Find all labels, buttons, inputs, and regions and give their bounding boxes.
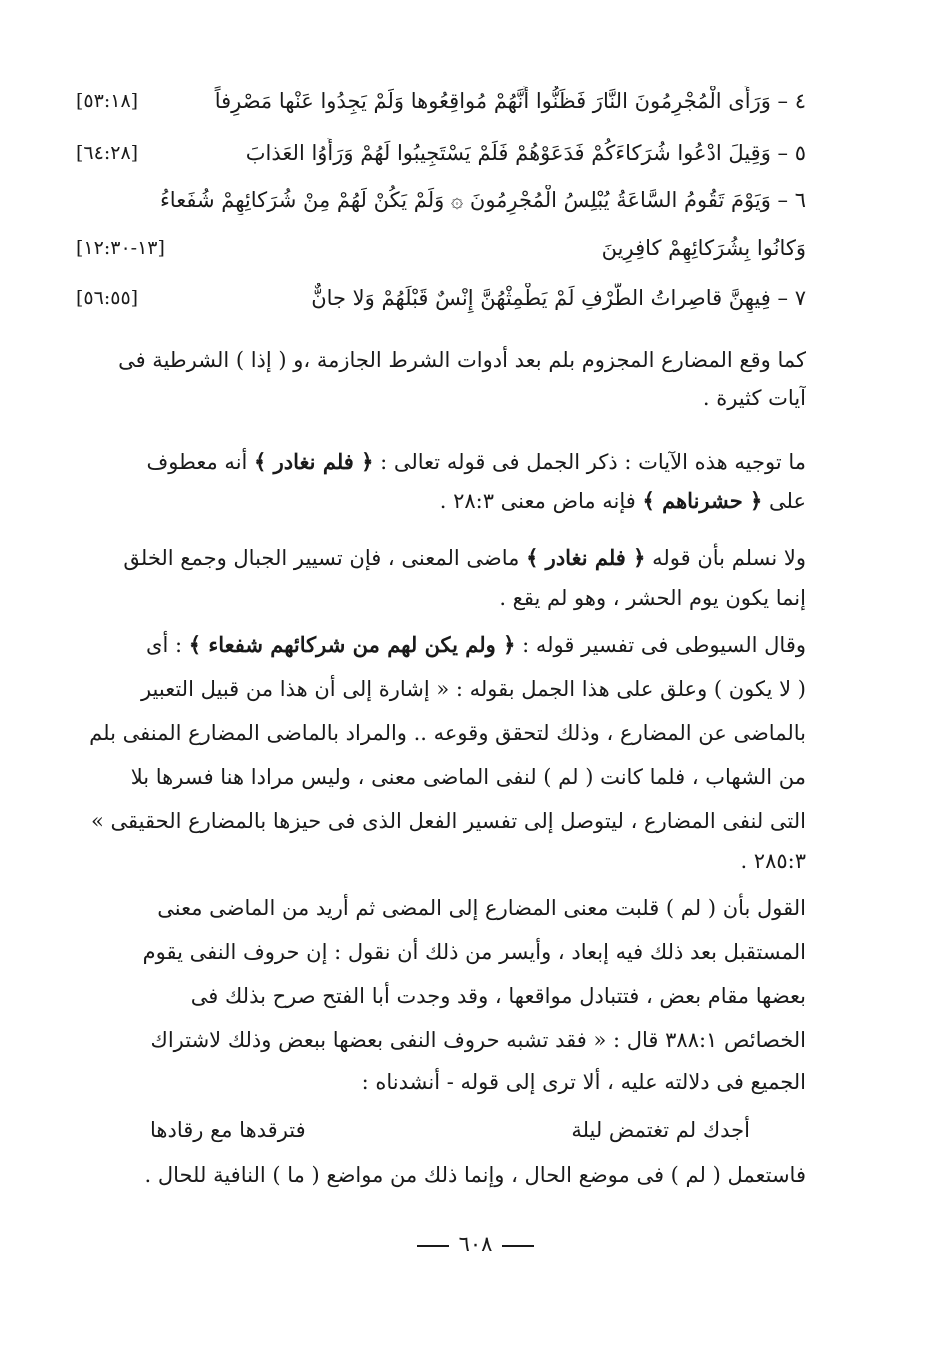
paragraph-line: ولا نسلم بأن قوله ﴿ فلم نغادر ﴾ ماضى المعنى ، فإن تسيير الجبال وجمع الخلق xyxy=(123,545,806,570)
verse-number: ٧ xyxy=(794,286,806,310)
verse-text: فِيهِنَّ قاصِراتُ الطَّرْفِ لَمْ يَطْمِثْهُنَّ إِنْسٌ قَبْلَهُمْ وَلا جانٌّ xyxy=(311,286,771,310)
verse-text: وَكانُوا بِشُرَكائِهِمْ كافِرِينَ xyxy=(601,236,806,260)
paragraph-line: القول بأن ( لم ) قلبت معنى المضارع إلى المضى ثم أريد من الماضى معنى xyxy=(157,896,806,920)
verse-number: ٥ xyxy=(794,141,806,165)
footer-dash xyxy=(417,1245,449,1247)
paragraph-line: بالماضى عن المضارع ، وذلك لتحقق وقوعه .. والمراد بالماضى المضارع المنفى بلم xyxy=(89,721,806,745)
paragraph-line: وقال السيوطى فى تفسير قوله : ﴿ ولم يكن لهم من شركائهم شفعاء ﴾ : أى xyxy=(146,632,806,657)
paragraph-line: كما وقع المضارع المجزوم بلم بعد أدوات الشرط الجازمة ،و ( إذا ) الشرطية فى xyxy=(118,348,806,372)
quoted-phrase: ﴿ حشرناهم ﴾ xyxy=(642,488,763,513)
poem-second-hemistich: فترقدها مع رقادها xyxy=(150,1118,306,1142)
paragraph-line: آيات كثيرة . xyxy=(702,386,806,410)
paragraph-line: التى لنفى المضارع ، ليتوصل إلى تفسير الفعل الذى فى حيزها بالمضارع الحقيقى » xyxy=(91,809,806,833)
paragraph-line: من الشهاب ، فلما كانت ( لم ) لنفى الماضى معنى ، وليس مرادا هنا فسرها بلا xyxy=(130,765,806,789)
paragraph-line: الجميع فى دلالته عليه ، ألا ترى إلى قوله - أنشدناه : xyxy=(361,1070,806,1094)
poem-verse xyxy=(150,1115,750,1145)
paragraph-line: على ﴿ حشرناهم ﴾ فإنه ماض معنى ٢٨:٣ . xyxy=(439,488,806,513)
paragraph-line: بعضها مقام بعض ، فتتبادل مواقعها ، وقد وجدت أبا الفتح صرح بذلك فى xyxy=(190,984,806,1008)
verse-text: وَقِيلَ ادْعُوا شُرَكاءَكُمْ فَدَعَوْهُمْ فَلَمْ يَسْتَجِيبُوا لَهُمْ وَرَأَوُا العَذابَ xyxy=(245,141,771,165)
quoted-phrase: ﴿ ولم يكن لهم من شركائهم شفعاء ﴾ xyxy=(188,632,516,657)
poem-first-hemistich: أجدك لم تغتمض ليلة xyxy=(571,1118,750,1142)
footer-dash xyxy=(502,1245,534,1247)
paragraph-line: ٢٨٥:٣ . xyxy=(740,849,806,873)
verse-reference: [٦٤:٢٨] xyxy=(76,142,139,164)
verse-reference: [١٣-١٢:٣٠] xyxy=(76,237,165,259)
page-number: ٦٠٨ xyxy=(458,1232,493,1256)
verse-number: ٤ xyxy=(794,89,806,113)
verse-reference: [٥٣:١٨] xyxy=(76,90,139,112)
paragraph-line: فاستعمل ( لم ) فى موضع الحال ، وإنما ذلك من مواضع ( ما ) النافية للحال . xyxy=(144,1163,806,1187)
paragraph-line: ( لا يكون ) وعلق على هذا الجمل بقوله : « إشارة إلى أن هذا من قبيل التعبير xyxy=(140,677,806,701)
page-footer xyxy=(0,1232,951,1256)
paragraph-line: ما توجيه هذه الآيات : ذكر الجمل فى قوله تعالى : ﴿ فلم نغادر ﴾ أنه معطوف xyxy=(146,449,806,474)
paragraph-line: إنما يكون يوم الحشر ، وهو لم يقع . xyxy=(499,586,806,610)
paragraph-line: الخصائص ٣٨٨:١ قال : « فقد تشبه حروف النفى بعضها ببعض وذلك لاشتراك xyxy=(150,1028,806,1052)
verse-6: ٦ – وَيَوْمَ تَقُومُ السَّاعَةُ يُبْلِسُ الْمُجْرِمُونَ ۞ وَلَمْ يَكُنْ لَهُمْ مِنْ شُرَكائِهِمْ شُفَعاءُ xyxy=(159,188,806,212)
quoted-phrase: ﴿ فلم نغادر ﴾ xyxy=(254,449,374,474)
verse-4: ٤ – وَرَأَى الْمُجْرِمُونَ النَّارَ فَظَنُّوا أَنَّهُمْ مُواقِعُوها وَلَمْ يَجِدُوا عَنْها مَصْرِفاً [٥٣:١٨] xyxy=(76,86,806,116)
verse-number: ٦ xyxy=(794,188,806,212)
verse-text: وَرَأَى الْمُجْرِمُونَ النَّارَ فَظَنُّوا أَنَّهُمْ مُواقِعُوها وَلَمْ يَجِدُوا عَنْها مَصْرِفاً xyxy=(214,89,771,113)
verse-5: ٥ – وَقِيلَ ادْعُوا شُرَكاءَكُمْ فَدَعَوْهُمْ فَلَمْ يَسْتَجِيبُوا لَهُمْ وَرَأَوُا العَذابَ [٦٤:٢٨] xyxy=(76,138,806,168)
verse-text: وَيَوْمَ تَقُومُ السَّاعَةُ يُبْلِسُ الْمُجْرِمُونَ ۞ وَلَمْ يَكُنْ لَهُمْ مِنْ شُرَكائِهِمْ شُفَعاءُ xyxy=(159,188,771,212)
verse-reference: [٥٦:٥٥] xyxy=(76,287,139,309)
verse-7: ٧ – فِيهِنَّ قاصِراتُ الطَّرْفِ لَمْ يَطْمِثْهُنَّ إِنْسٌ قَبْلَهُمْ وَلا جانٌّ [٥٦:٥٥] xyxy=(76,283,806,313)
quoted-phrase: ﴿ فلم نغادر ﴾ xyxy=(526,545,646,570)
verse-6-continuation xyxy=(76,233,806,263)
paragraph-line: المستقبل بعد ذلك فيه إبعاد ، وأيسر من ذلك أن نقول : إن حروف النفى يقوم xyxy=(142,940,806,964)
